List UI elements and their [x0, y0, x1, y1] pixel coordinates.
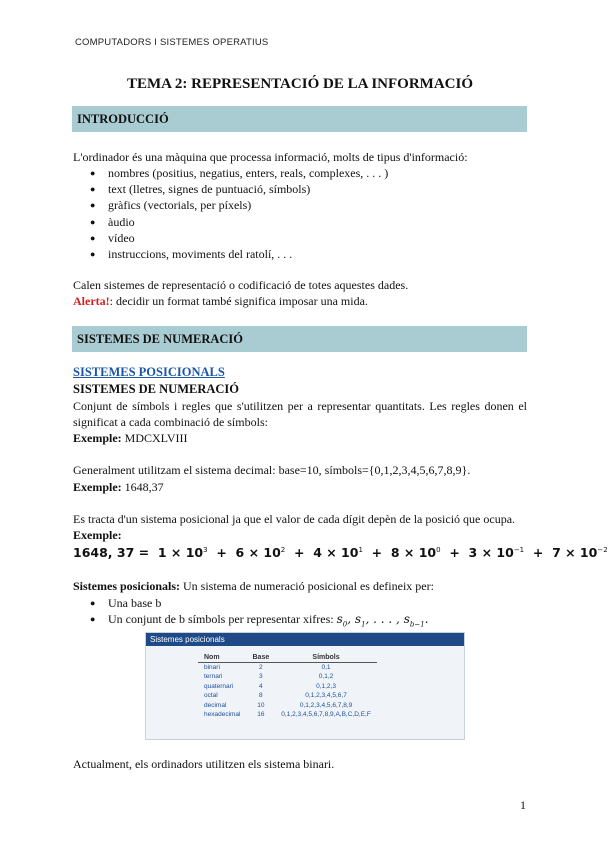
example-1 — [73, 430, 188, 446]
formula-term: 8 × 10 — [390, 545, 437, 560]
formula-term: 3 × 10 — [468, 545, 514, 560]
section-heading: INTRODUCCIÓ — [77, 112, 169, 126]
page-title: TEMA 2: REPRESENTACIÓ DE LA INFORMACIÓ — [126, 76, 473, 92]
example-2 — [73, 479, 164, 495]
table-row — [198, 692, 377, 702]
cell-base: 2 — [259, 663, 263, 671]
formula-term: 4 × 10 — [313, 545, 359, 560]
ellipsis: , . . . , — [365, 612, 400, 627]
list-item: ● text (lletres, signes de puntuació, símbols) — [90, 181, 388, 197]
section-band-sistemes — [72, 326, 527, 352]
section-band-introduccio — [72, 106, 527, 132]
formula-exponent: 3 — [203, 545, 208, 554]
plus-sign: + — [216, 545, 227, 560]
list-item: ● gràfics (vectorials, per píxels) — [90, 197, 388, 213]
positional-definition — [73, 578, 434, 594]
plus-sign: + — [293, 545, 305, 560]
alert-paragraph — [73, 293, 368, 309]
positional-label: Sistemes posicionals: — [73, 579, 181, 593]
symbols-table — [198, 653, 377, 720]
cell-symbols: 0,1,2,3,4,5,6,7,8,9 — [299, 701, 353, 709]
definition-paragraph: Conjunt de símbols i regles que s'utilitzen per a representar quantitats. Les regles donen el significat a cada combinació de símbols: — [73, 399, 527, 429]
sistemes-posicionals-link[interactable]: SISTEMES POSICIONALS — [73, 365, 225, 379]
plus-sign: + — [449, 545, 460, 560]
example-3-label: Exemple: — [73, 528, 122, 542]
list-item: ● instruccions, moviments del ratolí, . . . — [90, 246, 388, 262]
example-value: 1648,37 — [121, 480, 164, 494]
positional-systems-table — [145, 632, 465, 740]
alert-label: Alerta! — [73, 294, 110, 308]
cell-symbols: 0,1,2 — [318, 673, 334, 680]
symbol-index: b−1 — [409, 620, 425, 629]
decimal-paragraph: Generalment utilitzam el sistema decimal: base=10, símbols={0,1,2,3,4,5,6,7,8,9}. — [73, 463, 471, 477]
positional-paragraph: Es tracta d'un sistema posicional ja que el valor de cada dígit depèn de la posició que ocupa. — [73, 512, 516, 526]
formula-lhs: 1648, 37 = — [73, 545, 150, 560]
cell-name: ternari — [204, 673, 223, 680]
list-item-text: Un conjunt de b símbols per representar xifres: — [108, 612, 337, 627]
cell-base: 4 — [259, 682, 263, 690]
formula-exponent: 0 — [436, 545, 441, 554]
link-row — [73, 364, 225, 380]
symbol: s — [354, 612, 362, 627]
list-item — [90, 611, 429, 633]
cell-base: 8 — [259, 692, 263, 699]
closing-paragraph: Actualment, els ordinadors utilitzen els sistema binari. — [73, 757, 335, 771]
table-row — [198, 663, 377, 673]
cell-name: octal — [204, 692, 218, 699]
cell-symbols: 0,1 — [321, 663, 331, 671]
alert-text: : decidir un format també significa imposar una mida. — [109, 294, 368, 308]
cell-name: decimal — [204, 701, 227, 709]
plus-sign: + — [371, 545, 383, 560]
formula-exponent: −1 — [513, 545, 525, 554]
formula-term: 1 × 10 — [157, 545, 204, 560]
cell-symbols: 0,1,2,3,4,5,6,7 — [305, 692, 347, 699]
positional-expansion-formula — [73, 545, 608, 560]
intro-paragraph: L'ordinador és una màquina que processa informació, molts de tipus d'informació: — [73, 150, 468, 164]
section-heading: SISTEMES DE NUMERACIÓ — [77, 332, 244, 346]
cell-name: quaternari — [204, 682, 234, 690]
column-header: Base — [247, 653, 276, 663]
symbol-index: 0 — [342, 620, 348, 629]
formula-term: 7 × 10 — [552, 545, 598, 560]
symbol-index: 1 — [361, 620, 366, 629]
column-header: Nom — [198, 653, 247, 663]
list-item: ● vídeo — [90, 230, 388, 246]
example-label: Exemple: — [73, 431, 122, 445]
symbol: s — [403, 612, 410, 627]
formula-exponent: 2 — [280, 545, 286, 554]
page-number: 1 — [520, 798, 526, 812]
cell-base: 3 — [259, 673, 263, 680]
example-label: Exemple: — [73, 480, 122, 494]
example-value: MDCXLVIII — [121, 431, 188, 445]
page-header: COMPUTADORS I SISTEMES OPERATIUS — [75, 37, 269, 48]
table-title: Sistemes posicionals — [146, 633, 464, 646]
formula-term: 6 × 10 — [235, 545, 281, 560]
info-types-list — [90, 165, 388, 262]
cell-name: binari — [204, 663, 220, 671]
symbol: s — [336, 612, 343, 627]
cell-symbols: 0,1,2,3 — [316, 682, 336, 690]
cell-name: hexadecimal — [204, 711, 241, 718]
list-item: ● Una base b — [90, 595, 429, 611]
formula-exponent: 1 — [358, 545, 363, 554]
cell-base: 10 — [257, 701, 265, 709]
list-item: ● àudio — [90, 214, 388, 230]
formula-exponent: −2 — [597, 545, 608, 554]
column-header: Símbols — [275, 653, 377, 663]
calen-paragraph: Calen sistemes de representació o codificació de totes aquestes dades. — [73, 278, 409, 292]
subheading: SISTEMES DE NUMERACIÓ — [73, 382, 240, 396]
positional-text: Un sistema de numeració posicional es defineix per: — [180, 579, 434, 593]
table-row — [198, 673, 377, 683]
list-item: ● nombres (positius, negatius, enters, reals, complexes, . . . ) — [90, 165, 388, 181]
cell-symbols: 0,1,2,3,4,5,6,7,8,9,A,B,C,D,E,F — [281, 711, 371, 718]
symbols-formula: $s_0$, $s_1$, . . . , $s_{b-1}$. — [336, 612, 429, 629]
positional-requirements-list — [90, 595, 429, 633]
cell-base: 16 — [257, 711, 265, 718]
plus-sign: + — [532, 545, 544, 560]
table-row — [198, 711, 377, 721]
table-row — [198, 682, 377, 692]
table-row — [198, 701, 377, 711]
